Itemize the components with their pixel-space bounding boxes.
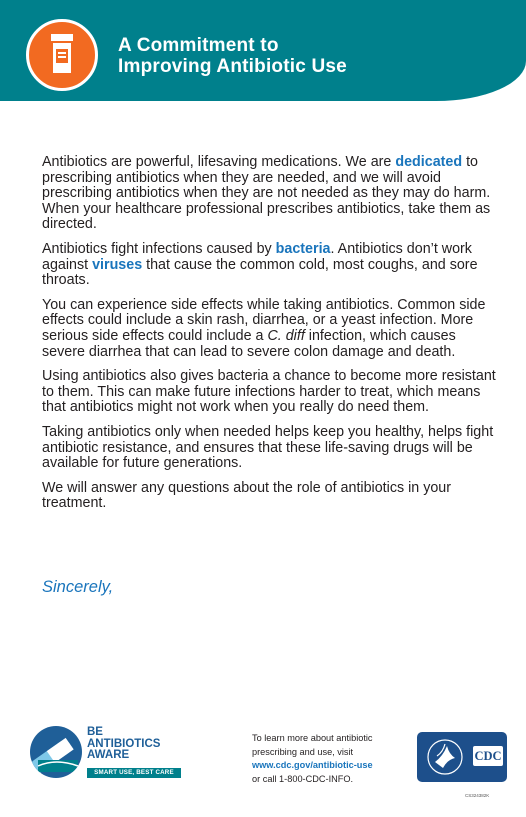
- logo-line-2: ANTIBIOTICS: [87, 737, 161, 750]
- logo-tagline: SMART USE, BEST CARE: [87, 768, 181, 778]
- paragraph-benefits: Taking antibiotics only when needed helps keep you healthy, helps fight antibiotic resistance, and ensures that these life-saving drugs will be available for future generations.: [42, 423, 494, 472]
- learn-more-text: [252, 732, 422, 786]
- cdc-badge: CDC: [473, 746, 503, 766]
- document-code: CS324382K: [465, 793, 490, 798]
- learn-line-2: prescribing and use, visit: [252, 746, 354, 757]
- be-antibiotics-aware-logo: [87, 727, 160, 762]
- letter-body: [42, 155, 502, 521]
- header-banner: [0, 0, 526, 101]
- title-line-2: Improving Antibiotic Use: [118, 56, 347, 77]
- paragraph-resistance: Using antibiotics also gives bacteria a chance to become more resistant to them. This can make future infections harder to treat, which means that antibiotics might not work when you really do need them.: [42, 368, 496, 416]
- paragraph-dedication: [42, 155, 502, 233]
- text: You can experience side effects while taking antibiotics. Common side effects could include a skin rash, diarrhea, or a yeast infection. More serious side effects could include a: [42, 296, 486, 344]
- text: that cause the common cold, most coughs, and sore throats.: [42, 256, 478, 289]
- keyword-viruses: viruses: [92, 256, 143, 273]
- pill-icon: [30, 726, 82, 778]
- page-title: [118, 35, 498, 77]
- learn-line-1: To learn more about antibiotic: [252, 733, 373, 743]
- text: to prescribing antibiotics when they are needed, and we will avoid prescribing antibiotics when they are not needed as they may do harm. When your healthcare professional prescribes antibiotics, take them as directed.: [42, 154, 491, 233]
- medicine-bottle-icon: [26, 19, 98, 91]
- paragraph-questions: We will answer any questions about the role of antibiotics in your treatment.: [42, 479, 452, 512]
- closing: Sincerely,: [42, 578, 114, 596]
- paragraph-side-effects: [42, 298, 502, 360]
- logo-line-3: AWARE: [87, 749, 130, 761]
- learn-line-4: or call 1-800-CDC-INFO.: [252, 773, 354, 784]
- text: Antibiotics are powerful, lifesaving medications. We are: [42, 154, 396, 170]
- term-c-diff: C. diff: [267, 327, 305, 344]
- logo-line-1: BE: [87, 726, 103, 738]
- cdc-url-link[interactable]: www.cdc.gov/antibiotic-use: [252, 760, 373, 770]
- keyword-dedicated: dedicated: [395, 154, 463, 170]
- text: . Antibiotics don’t work against: [42, 240, 472, 273]
- text: infection, which causes severe diarrhea that can lead to severe colon damage and death.: [42, 327, 456, 360]
- paragraph-bacteria-viruses: [42, 242, 502, 289]
- hhs-eagle-icon: [417, 732, 473, 782]
- text: Antibiotics fight infections caused by: [42, 240, 276, 257]
- title-line-1: A Commitment to: [118, 35, 279, 56]
- keyword-bacteria: bacteria: [275, 240, 331, 257]
- cdc-logo: [417, 732, 507, 782]
